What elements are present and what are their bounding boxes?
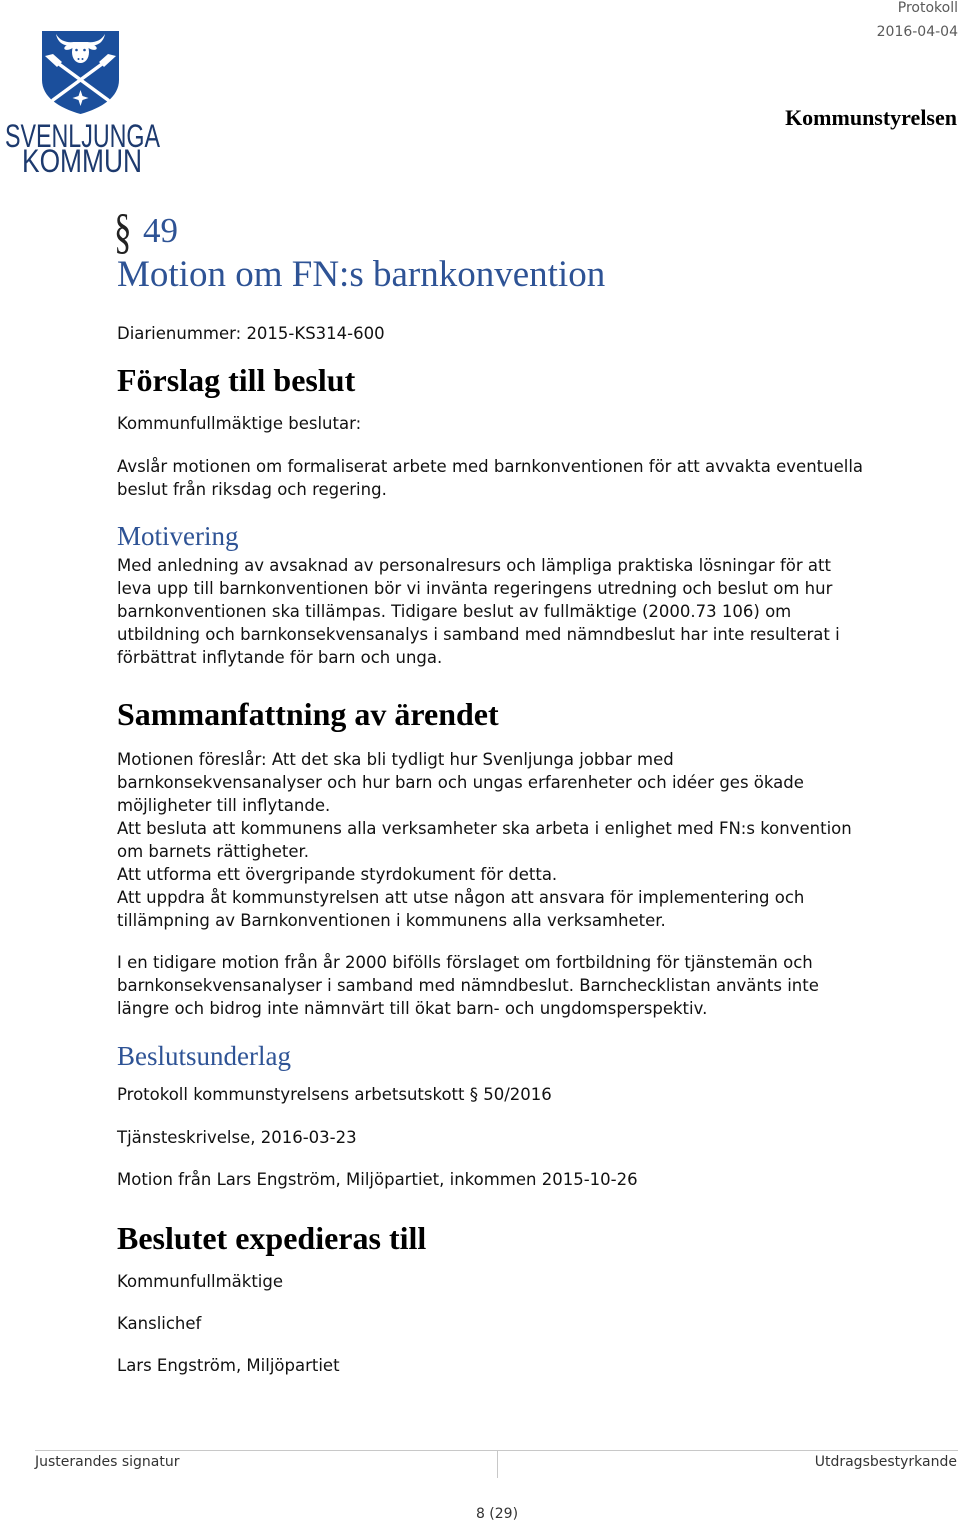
heading-beslutsunderlag: Beslutsunderlag <box>117 1041 291 1071</box>
beslutsunderlag-item: Motion från Lars Engström, Miljöpartiet, inkommen 2015-10-26 <box>117 1170 638 1189</box>
recipient: Kanslichef <box>117 1314 202 1333</box>
heading-forslag: Förslag till beslut <box>117 362 356 398</box>
committee-name: Kommunstyrelsen <box>785 105 957 130</box>
text-line: tillämpning av Barnkonventionen i kommunens alla verksamheter. <box>117 911 666 930</box>
sammanfattning-paragraph-2 <box>117 951 819 1020</box>
text-line: I en tidigare motion från år 2000 bifölls förslaget om fortbildning för tjänstemän och <box>117 953 813 972</box>
text-line: möjligheter till inflytande. <box>117 796 331 815</box>
heading-sammanfattning: Sammanfattning av ärendet <box>117 696 499 732</box>
diarienummer-label: Diarienummer: <box>117 324 242 343</box>
logo-text-line1: SVENLJUNGA <box>5 118 161 154</box>
heading-expedieras: Beslutet expedieras till <box>117 1220 427 1256</box>
text-line: Att utforma ett övergripande styrdokument för detta. <box>117 865 558 884</box>
text-line: Med anledning av avsaknad av personalresurs och lämpliga praktiska lösningar för att <box>117 556 831 575</box>
forslag-intro: Kommunfullmäktige beslutar: <box>117 414 362 433</box>
logo-text-line2: KOMMUN <box>22 143 142 179</box>
text-line: barnkonsekvensanalyser i samband med nämndbeslut. Barnchecklistan använts inte <box>117 976 819 995</box>
beslutsunderlag-item: Protokoll kommunstyrelsens arbetsutskott § 50/2016 <box>117 1085 552 1104</box>
diarienummer-value: 2015-KS314-600 <box>246 324 385 343</box>
text-line: barnkonsekvensanalyser och hur barn och ungas erfarenheter och idéer ges ökade <box>117 773 804 792</box>
forslag-paragraph <box>117 455 863 501</box>
section-number: 49 <box>143 211 178 250</box>
footer-divider-vertical <box>497 1450 498 1478</box>
sammanfattning-paragraph-1 <box>117 748 852 932</box>
beslutsunderlag-item: Tjänsteskrivelse, 2016-03-23 <box>117 1128 357 1147</box>
footer-signature-label: Justerandes signatur <box>35 1454 180 1470</box>
coat-of-arms-icon <box>42 31 119 114</box>
footer-extract-label: Utdragsbestyrkande <box>814 1454 957 1470</box>
page-title: Motion om FN:s barnkonvention <box>117 254 606 295</box>
logo <box>0 0 170 180</box>
document-type: Protokoll <box>897 0 958 16</box>
motivering-paragraph <box>117 554 840 669</box>
text-line: förbättrat inflytande för barn och unga. <box>117 648 443 667</box>
page-number: 8 (29) <box>475 1506 519 1522</box>
text-line: Att uppdra åt kommunstyrelsen att utse någon att ansvara för implementering och <box>117 888 805 907</box>
recipient: Kommunfullmäktige <box>117 1272 284 1291</box>
diarienummer <box>117 322 385 345</box>
text-line: leva upp till barnkonventionen bör vi invänta regeringens utredning och beslut om hur <box>117 579 833 598</box>
heading-motivering: Motivering <box>117 521 239 551</box>
text-line: barnkonventionen ska tillämpas. Tidigare beslut av fullmäktige (2000.73 106) om <box>117 602 792 621</box>
text-line: utbildning och barnkonsekvensanalys i samband med nämndbeslut har inte resulterat i <box>117 625 840 644</box>
document-date: 2016-04-04 <box>876 24 958 40</box>
text-line: Att besluta att kommunens alla verksamheter ska arbeta i enlighet med FN:s konvention <box>117 819 852 838</box>
text-line: beslut från riksdag och regering. <box>117 480 387 499</box>
text-line: Avslår motionen om formaliserat arbete med barnkonventionen för att avvakta eventuella <box>117 457 864 476</box>
section-sign: § <box>114 203 132 259</box>
text-line: längre och bidrog inte nämnvärt till ökat barn- och ungdomsperspektiv. <box>117 999 708 1018</box>
text-line: Motionen föreslår: Att det ska bli tydligt hur Svenljunga jobbar med <box>117 750 674 769</box>
text-line: om barnets rättigheter. <box>117 842 310 861</box>
recipient: Lars Engström, Miljöpartiet <box>117 1356 340 1375</box>
